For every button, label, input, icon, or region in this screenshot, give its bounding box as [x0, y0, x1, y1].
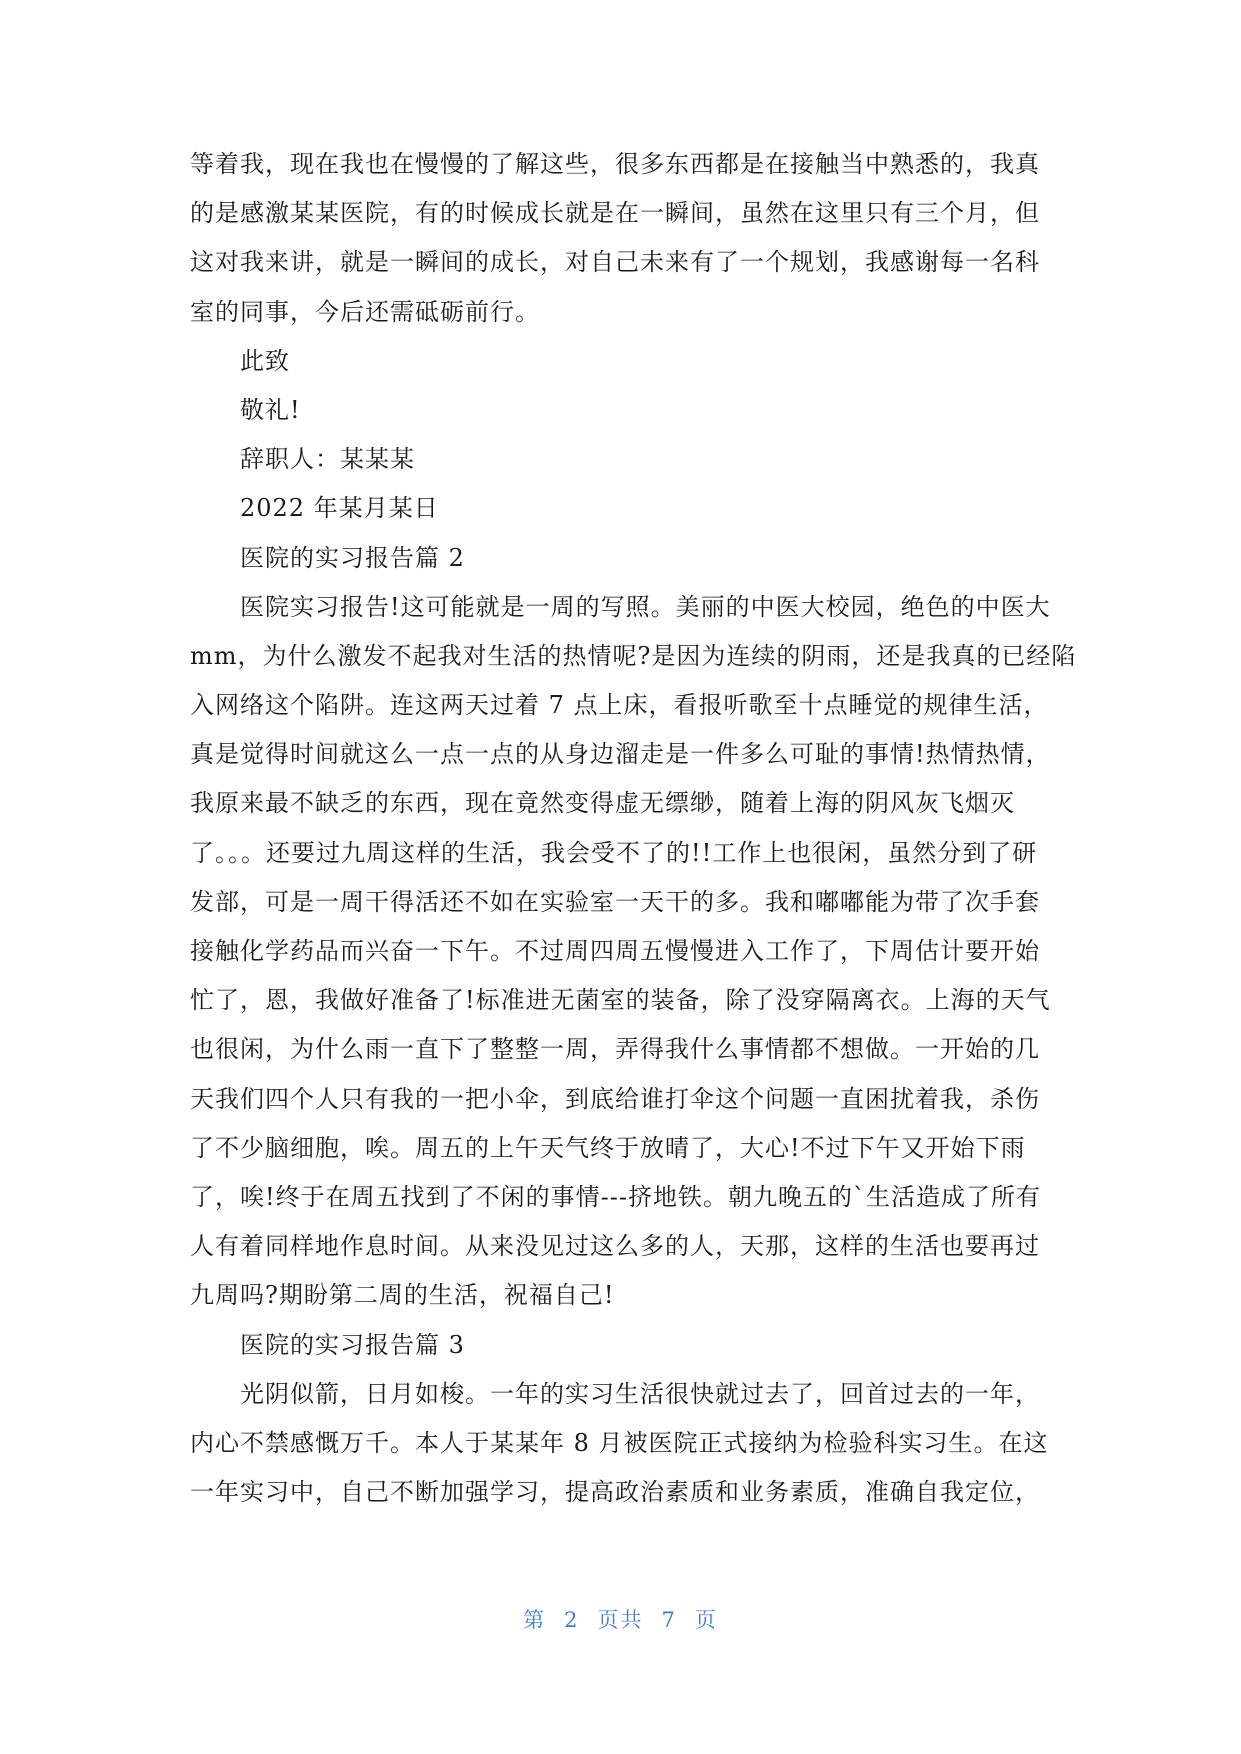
text-line: 医院实习报告!这可能就是一周的写照。美丽的中医大校园，绝色的中医大	[240, 592, 1051, 621]
text-line: 九周吗?期盼第二周的生活，祝福自己!	[190, 1281, 615, 1310]
text-line: 光阴似箭，日月如梭。一年的实习生活很快就过去了，回首过去的一年，	[240, 1379, 1040, 1408]
text-line: 2022 年某月某日	[240, 494, 439, 523]
text-line: 医院的实习报告篇 2	[240, 543, 465, 572]
text-line: 也很闲，为什么雨一直下了整整一周，弄得我什么事情都不想做。一开始的几	[190, 1035, 1040, 1064]
text-line: 了。。。还要过九周这样的生活，我会受不了的!!工作上也很闲，虽然分到了研	[190, 838, 1038, 867]
text-line: 接触化学药品而兴奋一下午。不过周四周五慢慢进入工作了，下周估计要开始	[190, 937, 1040, 965]
text-line: 室的同事，今后还需砥砺前行。	[190, 297, 540, 326]
text-line: 医院的实习报告篇 3	[240, 1330, 465, 1359]
text-line: 的是感激某某医院，有的时候成长就是在一瞬间，虽然在这里只有三个月，但	[190, 199, 1040, 228]
text-line: 我原来最不缺乏的东西，现在竟然变得虚无缥缈，随着上海的阴风灰飞烟灭	[190, 789, 1015, 818]
text-line: 等着我，现在我也在慢慢的了解这些，很多东西都是在接触当中熟悉的，我真	[190, 150, 1040, 178]
footer-prefix: 第	[523, 1608, 547, 1632]
text-line: 内心不禁感慨万千。本人于某某年 8 月被医院正式接纳为检验科实习生。在这	[190, 1428, 1049, 1457]
document-body	[190, 140, 1077, 1517]
text-line: 人有着同样地作息时间。从来没见过这么多的人，天那，这样的生活也要再过	[190, 1232, 1040, 1261]
text-line: 敬礼!	[240, 395, 301, 424]
text-line: 入网络这个陷阱。连这两天过着 7 点上床，看报听歌至十点睡觉的规律生活，	[190, 691, 1049, 720]
text-line: 真是觉得时间就这么一点一点的从身边溜走是一件多么可耻的事情!热情热情，	[190, 740, 1051, 769]
text-line: 了不少脑细胞，唉。周五的上午天气终于放晴了，大心!不过下午又开始下雨	[190, 1133, 1026, 1162]
footer-middle: 页共	[597, 1608, 644, 1632]
text-line: 了，唉!终于在周五找到了不闲的事情---挤地铁。朝九晚五的`生活造成了所有	[190, 1182, 1041, 1211]
text-line: 忙了，恩，我做好准备了!标准进无菌室的装备，除了没穿隔离衣。上海的天气	[190, 986, 1051, 1015]
footer-total-pages: 7	[661, 1608, 677, 1632]
footer-suffix: 页	[694, 1608, 718, 1632]
text-line: 辞职人：某某某	[240, 445, 415, 474]
text-line: 发部，可是一周干得活还不如在实验室一天干的多。我和嘟嘟能为带了次手套	[190, 887, 1040, 916]
text-line: 这对我来讲，就是一瞬间的成长，对自己未来有了一个规划，我感谢每一名科	[190, 248, 1040, 277]
text-line: mm，为什么激发不起我对生活的热情呢?是因为连续的阴雨，还是我真的已经陷	[190, 641, 1077, 670]
text-line: 天我们四个人只有我的一把小伞，到底给谁打伞这个问题一直困扰着我，杀伤	[190, 1084, 1040, 1113]
text-line: 一年实习中，自己不断加强学习，提高政治素质和业务素质，准确自我定位，	[190, 1478, 1040, 1507]
footer-current-page: 2	[564, 1608, 580, 1632]
page-footer	[0, 1604, 1241, 1634]
text-line: 此致	[240, 346, 290, 375]
